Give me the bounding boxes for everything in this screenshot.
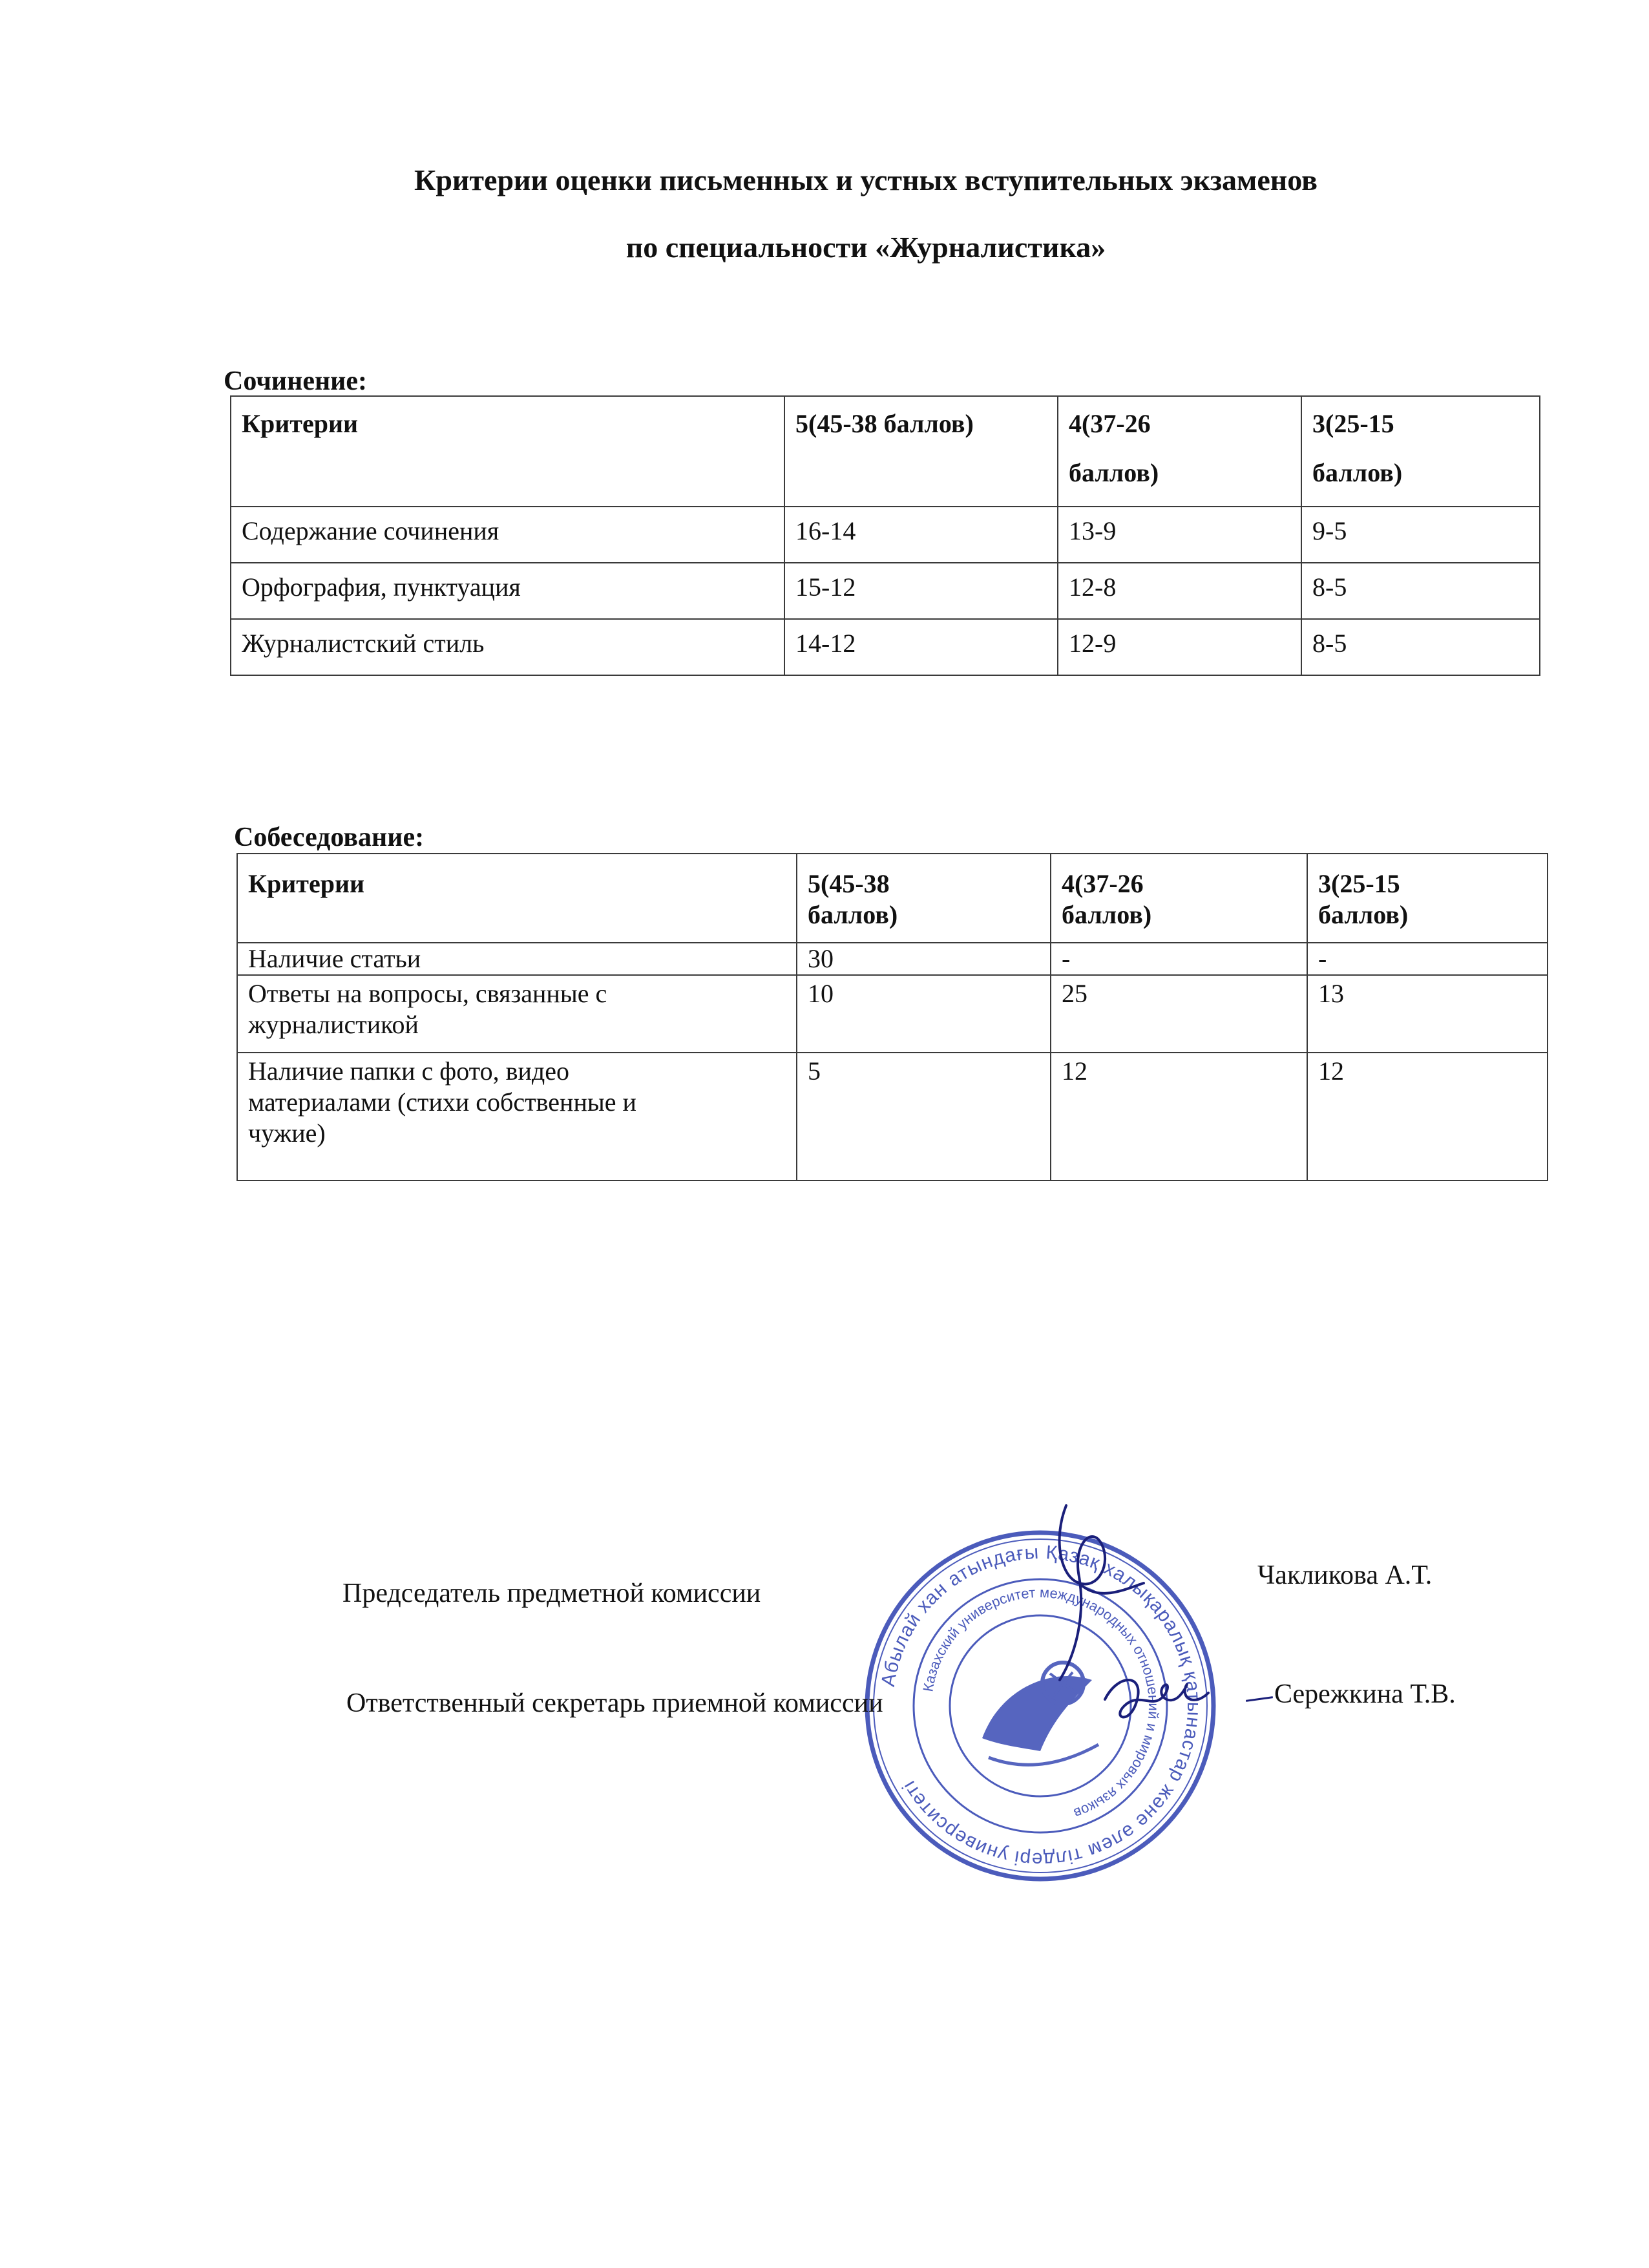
- grade-3-cell: 9-5: [1301, 507, 1540, 563]
- header-grade-4: 4(37-26 баллов): [1051, 854, 1307, 943]
- secretary-role: Ответственный секретарь приемной комиссии: [346, 1688, 883, 1718]
- grade-4-cell: -: [1051, 943, 1307, 975]
- criterion-cell: Наличие папки с фото, видео материалами (стихи собственные и чужие): [237, 1053, 797, 1181]
- grade-3-cell: -: [1307, 943, 1548, 975]
- grade-5-cell: 15-12: [784, 563, 1058, 619]
- table-header-row: [237, 854, 1548, 943]
- grade-5-cell: 14-12: [784, 619, 1058, 675]
- table-header-row: [231, 396, 1540, 507]
- table-row: [231, 619, 1540, 675]
- header-grade-5: 5(45-38 баллов): [797, 854, 1051, 943]
- criterion-cell: Журналистский стиль: [231, 619, 784, 675]
- header-grade-3: 3(25-15 баллов): [1301, 396, 1540, 507]
- chair-role: Председатель предметной комиссии: [342, 1579, 761, 1608]
- criterion-cell: Содержание сочинения: [231, 507, 784, 563]
- grade-4-cell: 12: [1051, 1053, 1307, 1181]
- secretary-name: Сережкина Т.В.: [1274, 1679, 1456, 1709]
- header-grade-3: 3(25-15 баллов): [1307, 854, 1548, 943]
- grade-3-cell: 12: [1307, 1053, 1548, 1181]
- table-row: [231, 563, 1540, 619]
- essay-heading: Сочинение:: [224, 366, 367, 396]
- interview-heading: Собеседование:: [234, 823, 425, 852]
- header-grade-4: 4(37-26 баллов): [1058, 396, 1301, 507]
- grade-3-cell: 8-5: [1301, 563, 1540, 619]
- criterion-cell: Ответы на вопросы, связанные с журналистикой: [237, 975, 797, 1053]
- grade-5-cell: 5: [797, 1053, 1051, 1181]
- criterion-cell: Наличие статьи: [237, 943, 797, 975]
- grade-5-cell: 30: [797, 943, 1051, 975]
- grade-5-cell: 10: [797, 975, 1051, 1053]
- table-row: [237, 975, 1548, 1053]
- table-row: [237, 943, 1548, 975]
- essay-criteria-table: [230, 395, 1540, 676]
- header-criteria: Критерии: [237, 854, 797, 943]
- stamp-outer-text: Абылай хан атындағы Қазақ халықаралық қатынастар және әлем тілдері университеті: [877, 1541, 1205, 1871]
- header-criteria: Критерии: [231, 396, 784, 507]
- title-line-2: по специальности «Журналистика»: [625, 231, 1106, 264]
- grade-4-cell: 13-9: [1058, 507, 1301, 563]
- grade-3-cell: 8-5: [1301, 619, 1540, 675]
- title-line-1: Критерии оценки письменных и устных вступительных экзаменов: [414, 163, 1318, 196]
- criterion-cell: Орфография, пунктуация: [231, 563, 784, 619]
- secretary-signature: [1098, 1661, 1215, 1745]
- grade-3-cell: 13: [1307, 975, 1548, 1053]
- header-grade-5: 5(45-38 баллов): [784, 396, 1058, 507]
- interview-criteria-table: [236, 853, 1548, 1181]
- grade-5-cell: 16-14: [784, 507, 1058, 563]
- grade-4-cell: 25: [1051, 975, 1307, 1053]
- stamp-inner-text: Казахский университет международных отношений и мировых языков: [919, 1584, 1162, 1822]
- table-row: [237, 1053, 1548, 1181]
- grade-4-cell: 12-9: [1058, 619, 1301, 675]
- table-row: [231, 507, 1540, 563]
- chair-name: Чакликова А.Т.: [1257, 1560, 1433, 1590]
- grade-4-cell: 12-8: [1058, 563, 1301, 619]
